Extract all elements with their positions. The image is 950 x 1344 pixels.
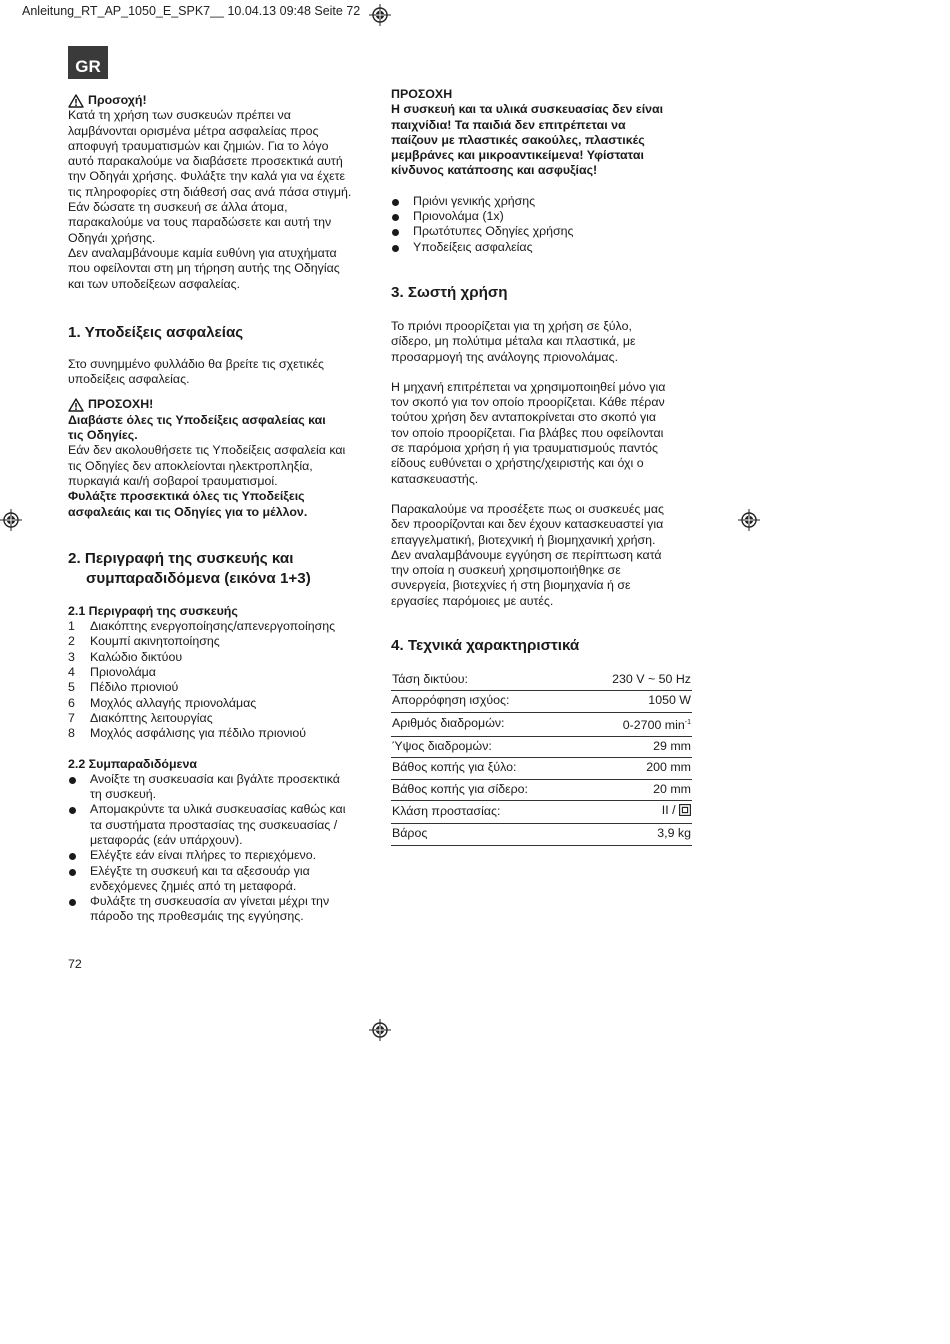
spec-label: Κλάση προστασίας: <box>391 800 581 823</box>
item-label: Κουμπί ακινητοποίησης <box>90 634 220 649</box>
spec-value: 20 mm <box>581 779 692 800</box>
text-line: Παρακαλούμε να προσέξετε πως οι συσκευές μας <box>391 501 665 516</box>
bullet-icon <box>68 894 90 925</box>
text-line: την οποία η συσκευή χρησιμοποιήθηκε σε <box>391 563 621 578</box>
item-number: 1 <box>68 619 75 634</box>
registration-mark-icon <box>738 509 760 531</box>
list-item <box>68 848 368 863</box>
list-item <box>68 726 368 741</box>
text-line: συνεργεία, βιοτεχνίες ή στη βιομηχανία ή σε <box>391 578 631 593</box>
table-row <box>391 779 692 800</box>
text-line: υποδείξεις ασφαλείας. <box>68 372 190 387</box>
text-line: Στο συνημμένο φυλλάδιο θα βρείτε τις σχετικές <box>68 356 325 371</box>
item-label: Καλώδιο δικτύου <box>90 649 183 664</box>
section-3-paragraph <box>391 319 693 365</box>
spec-label: Βάθος κοπής για σίδερο: <box>391 779 581 800</box>
spec-value-exponent: -1 <box>684 718 691 726</box>
item-label: Υποδείξεις ασφαλείας <box>413 239 533 254</box>
bullet-icon <box>391 240 413 255</box>
bullet-icon <box>68 772 90 803</box>
list-item <box>68 696 368 711</box>
list-item <box>68 665 368 680</box>
text-line: επαγγελματική, βιοτεχνική ή βιομηχανική χρήση. <box>391 532 656 547</box>
section-2-title <box>68 549 368 589</box>
item-label: Πέδιλο πριονιού <box>90 680 179 695</box>
text-line: Η συσκευή και τα υλικά συσκευασίας δεν είναι <box>391 102 664 117</box>
left-column <box>68 93 368 925</box>
text-line: Ελέγξτε τη συσκευή και τα αξεσουάρ για <box>90 863 310 878</box>
spec-value: 230 V ~ 50 Hz <box>581 670 692 691</box>
section-4-title: 4. Τεχνικά χαρακτηριστικά <box>391 637 580 655</box>
text-line: Φυλάξτε τη συσκευασία αν γίνεται μέχρι την <box>90 894 330 909</box>
item-label: Διακόπτης ενεργοποίησης/απενεργοποίησης <box>90 619 336 634</box>
delivery-list <box>68 772 368 925</box>
text-line: αποφυγή τραυματισμών και ζημιών. Για το λόγο <box>68 138 329 153</box>
subsection-2-1-title: 2.1 Περιγραφή της συσκευής <box>68 603 238 618</box>
section-1-warning-heading <box>68 397 368 412</box>
item-label: Μοχλός αλλαγής πριονολάμας <box>90 695 257 710</box>
spec-value: II / <box>661 802 676 817</box>
warning-triangle-icon <box>68 94 84 108</box>
text-line: ασφαλεάις και τις Οδηγίες για το μέλλον. <box>68 504 308 519</box>
text-line: Δεν αναλαμβάνουμε εγγύηση σε περίπτωση κατά <box>391 547 662 562</box>
print-slug: Anleitung_RT_AP_1050_E_SPK7__ 10.04.13 09:48 Seite 72 <box>22 4 361 18</box>
spec-label: Τάση δικτύου: <box>391 670 581 691</box>
item-number: 6 <box>68 695 75 710</box>
section-1-title: 1. Υποδείξεις ασφαλείας <box>68 323 244 341</box>
table-row <box>391 800 692 823</box>
list-item <box>68 650 368 665</box>
spec-value: 0-2700 min <box>622 717 685 732</box>
list-item <box>68 711 368 726</box>
spec-table <box>391 670 692 846</box>
bullet-icon <box>68 802 90 848</box>
text-line: Το πριόνι προορίζεται για τη χρήση σε ξύλο, <box>391 318 632 333</box>
intro-warning-heading <box>68 93 368 108</box>
section-1-warning-title: ΠΡΟΣΟΧΗ! <box>88 397 154 412</box>
bullet-icon <box>68 848 90 863</box>
bullet-icon <box>391 194 413 209</box>
text-line: εργασίες παρόμοιες με αυτές. <box>391 593 554 608</box>
text-line: Οδηγάι χρήσης. <box>68 230 156 245</box>
text-line: τα συστήματα προστασίας της συσκευασίας / <box>90 817 338 832</box>
text-line: τον σκοπό για τον οποίο προορίζεται. Κάθε πέραν <box>391 395 665 410</box>
list-item <box>391 209 693 224</box>
list-item <box>68 802 368 848</box>
section-3-paragraph <box>391 502 693 609</box>
bullet-icon <box>391 209 413 224</box>
spec-value: 29 mm <box>581 737 692 758</box>
text-line: πάροδο της προθεσμάις της εγγύησης. <box>90 909 304 924</box>
bullet-icon <box>391 224 413 239</box>
spec-value-cell <box>581 712 692 736</box>
spec-label: Βάρος <box>391 824 581 845</box>
registration-mark-icon <box>369 4 391 26</box>
text-line: μεταφοράς (εάν υπάρχουν). <box>90 832 243 847</box>
list-item <box>391 240 693 255</box>
list-item <box>391 194 693 209</box>
section-1-note <box>68 443 368 489</box>
subsection-2-2-title: 2.2 Συμπαραδιδόμενα <box>68 756 197 771</box>
list-item <box>68 619 368 634</box>
item-label: Πριόνι γενικής χρήσης <box>413 193 536 208</box>
text-line: δεν προορίζονται και δεν έχουν κατασκευαστεί για <box>391 517 664 532</box>
text-line: λαμβάνονται ορισμένα μέτρα ασφαλείας προς <box>68 123 319 138</box>
item-number: 5 <box>68 680 75 695</box>
text-line: πυρκαγιά και/ή σοβαροί τραυματισμοί. <box>68 473 278 488</box>
text-line: τις Οδηγίες. <box>68 428 138 443</box>
spec-label: Ύψος διαδρομών: <box>391 737 581 758</box>
caution-title: ΠΡΟΣΟΧΗ <box>391 87 453 101</box>
table-row <box>391 670 692 691</box>
language-code: GR <box>75 57 101 76</box>
text-line: Διαβάστε όλες τις Υποδείξεις ασφαλείας και <box>68 412 326 427</box>
table-row <box>391 691 692 712</box>
item-number: 8 <box>68 726 75 741</box>
text-line: τη συσκευή. <box>90 787 157 802</box>
text-line: Ελέγξτε εάν είναι πλήρες το περιεχόμενο. <box>90 848 317 863</box>
registration-mark-icon <box>369 1019 391 1041</box>
text-line: Εάν δώσατε τη συσκευή σε άλλα άτομα, <box>68 200 288 215</box>
table-row <box>391 737 692 758</box>
text-line: και των υποδείξεων ασφαλείας. <box>68 276 241 291</box>
item-label: Πριονολάμα (1x) <box>413 209 504 224</box>
section-2-title-line: συμπαραδιδόμενα (εικόνα 1+3) <box>86 569 311 587</box>
text-line: Φυλάξτε προσεκτικά όλες τις Υποδείξεις <box>68 489 305 504</box>
text-line: αυτό παρακαλούμε να διαβάσετε προσεκτικά αυτή <box>68 154 343 169</box>
right-column <box>391 87 693 846</box>
item-label: Διακόπτης λειτουργίας <box>90 710 213 725</box>
text-line: σε παρόμοια χρήση ή για τραυματισμούς παντός <box>391 441 658 456</box>
text-line: Η μηχανή επιτρέπεται να χρησιμοποιηθεί μόνο για <box>391 379 666 394</box>
spec-value: 200 mm <box>581 758 692 779</box>
text-line: τούτου χρήση δεν ανταποκρίνεται στο σκοπό για <box>391 410 657 425</box>
table-row <box>391 824 692 845</box>
caution-block <box>391 87 693 179</box>
text-line: Απομακρύντε τα υλικά συσκευασίας καθώς και <box>90 802 346 817</box>
item-label: Πριονολάμα <box>90 665 156 680</box>
text-line: Κατά τη χρήση των συσκευών πρέπει να <box>68 108 291 123</box>
warning-triangle-icon <box>68 398 84 412</box>
list-item <box>68 894 368 925</box>
text-line: παρακαλούμε να τους παραδώσετε και αυτή την <box>68 215 332 230</box>
text-line: τις πληροφορίες στη διάθεσή σας ανά πάσα στιγμή. <box>68 184 352 199</box>
intro-paragraph <box>68 108 368 292</box>
text-line: παίζουν με πλαστικές σακούλες, πλαστικές <box>391 132 645 147</box>
spec-label: Απορρόφηση ισχύος: <box>391 691 581 712</box>
spec-label: Βάθος κοπής για ξύλο: <box>391 758 581 779</box>
section-1-keep-note <box>68 489 368 520</box>
table-row <box>391 758 692 779</box>
table-row <box>391 712 692 736</box>
text-line: τις Οδηγίες δεν αποκλείονται ηλεκτροπληξία, <box>68 458 313 473</box>
text-line: την Οδηγάι χρήσης. Φυλάξτε την καλά για να έχετε <box>68 169 346 184</box>
item-label: Μοχλός ασφάλισης για πέδιλο πριονιού <box>90 726 307 741</box>
list-item <box>68 772 368 803</box>
registration-mark-icon <box>0 509 22 531</box>
spec-label: Αριθμός διαδρομών: <box>391 712 581 736</box>
page-number: 72 <box>68 957 82 971</box>
spec-value: 3,9 kg <box>581 824 692 845</box>
item-number: 7 <box>68 710 75 725</box>
contents-list <box>391 194 693 255</box>
section-2-title-line: 2. Περιγραφή της συσκευής και <box>68 549 294 567</box>
language-tag <box>68 46 108 79</box>
spec-value-cell <box>581 800 692 823</box>
bullet-icon <box>68 864 90 895</box>
text-line: ενδεχόμενες ζημιές από τη μεταφορά. <box>90 878 297 893</box>
item-number: 4 <box>68 665 75 680</box>
text-line: μεμβράνες και μικροαντικείμενα! Υφίσταται <box>391 148 644 163</box>
text-line: κατασκευαστής. <box>391 471 479 486</box>
item-label: Πρωτότυπες Οδηγίες χρήσης <box>413 224 574 239</box>
list-item <box>391 224 693 239</box>
item-number: 3 <box>68 649 75 664</box>
protection-class-ii-icon <box>679 804 691 820</box>
intro-warning-title: Προσοχή! <box>88 93 147 107</box>
text-line: που οφείλονται στη μη τήρηση αυτής της Οδηγίας <box>68 261 340 276</box>
list-item <box>68 634 368 649</box>
section-1-bold-note <box>68 413 368 444</box>
spec-value: 1050 W <box>581 691 692 712</box>
text-line: προσαρμογή της ανάλογης πριονολάμας. <box>391 349 619 364</box>
list-item <box>68 864 368 895</box>
text-line: Δεν αναλαμβάνουμε καμία ευθύνη για ατυχήματα <box>68 245 337 260</box>
text-line: τον οποίο προορίζεται. Για βλάβες που οφείλονται <box>391 425 664 440</box>
text-line: κίνδυνος κατάποσης και ασφυξίας! <box>391 163 598 178</box>
item-number: 2 <box>68 634 75 649</box>
section-3-paragraph <box>391 380 693 487</box>
text-line: Εάν δεν ακολουθήσετε τις Υποδείξεις ασφαλεία και <box>68 443 346 458</box>
parts-list <box>68 619 368 741</box>
text-line: παιχνίδια! Τα παιδιά δεν επιτρέπεται να <box>391 117 626 132</box>
text-line: είδους ευθύνεται ο χρήστης/χειριστής και όχι ο <box>391 456 644 471</box>
section-3-title: 3. Σωστή χρήση <box>391 283 508 301</box>
list-item <box>68 680 368 695</box>
text-line: σίδερο, μη πολύτιμα μέταλα και πλαστικά, με <box>391 334 636 349</box>
section-1-intro <box>68 357 368 388</box>
text-line: Ανοίξτε τη συσκευασία και βγάλτε προσεκτικά <box>90 771 340 786</box>
